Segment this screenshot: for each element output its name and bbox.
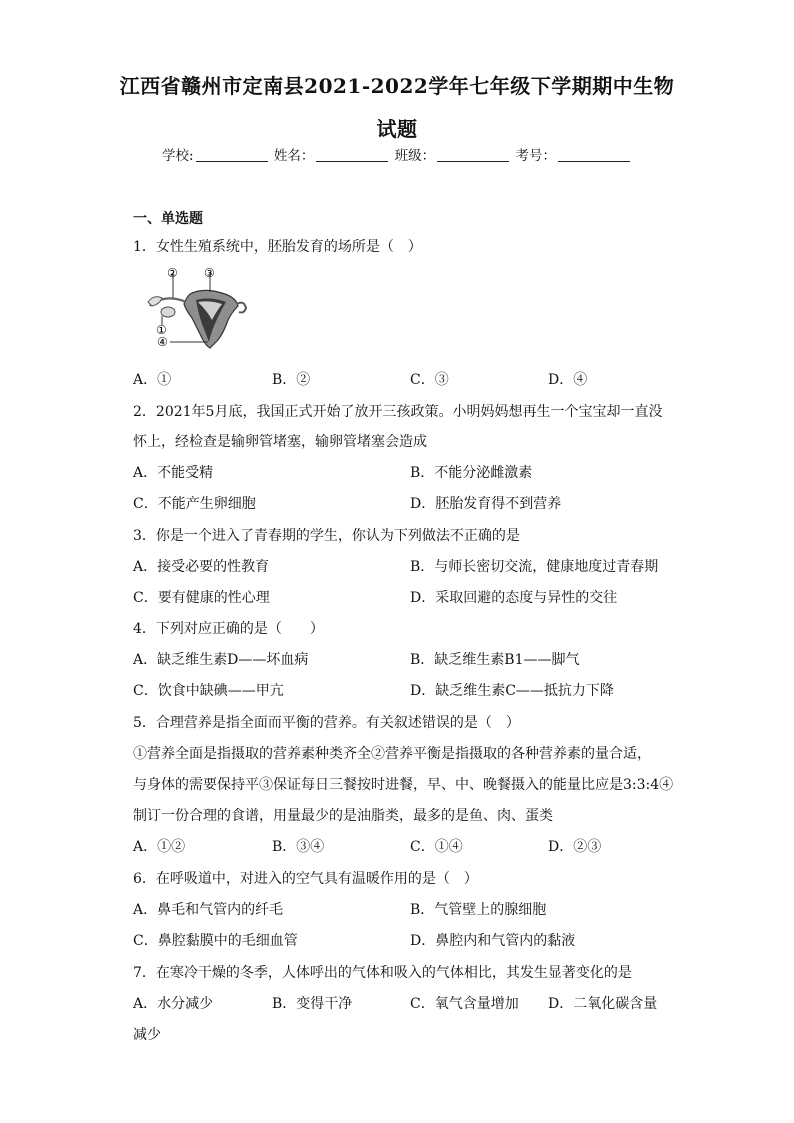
q4-option-a[interactable]: A．缺乏维生素D——坏血病 [133, 652, 309, 668]
figure-label-3: ③ [204, 266, 215, 280]
q3-option-d[interactable]: D．采取回避的态度与异性的交往 [410, 590, 618, 606]
class-blank[interactable] [437, 147, 509, 162]
question-5-statement-2: 与身体的需要保持平③保证每日三餐按时进餐，早、中、晚餐摄入的能量比应是3:3:4④ [133, 777, 674, 793]
q5-option-d[interactable]: D．②③ [548, 839, 602, 855]
q1-option-b[interactable]: B．② [272, 372, 311, 388]
name-label: 姓名： [273, 148, 315, 164]
number-label: 考号： [515, 148, 556, 164]
q7-option-b[interactable]: B．变得干净 [272, 996, 353, 1012]
q4-option-d[interactable]: D．缺乏维生素C——抵抗力下降 [410, 683, 614, 699]
q6-option-d[interactable]: D．鼻腔内和气管内的黏液 [410, 933, 576, 949]
q7-option-a[interactable]: A．水分减少 [133, 996, 214, 1012]
q3-option-c[interactable]: C．要有健康的性心理 [133, 590, 270, 606]
name-blank[interactable] [316, 147, 388, 162]
q5-option-a[interactable]: A．①② [133, 839, 186, 855]
section-heading: 一、单选题 [133, 211, 203, 227]
q1-option-c[interactable]: C．③ [410, 372, 449, 388]
question-3-text: 3．你是一个进入了青春期的学生，你认为下列做法不正确的是 [133, 528, 520, 544]
question-5-statement-3: 制订一份合理的食谱，用量最少的是油脂类，最多的是鱼、肉、蛋类 [133, 808, 553, 824]
student-info-row [0, 144, 794, 164]
question-2-text: 2．2021年5月底，我国正式开始了放开三孩政策。小明妈妈想再生一个宝宝却一直没 [133, 404, 663, 420]
page-title: 江西省赣州市定南县2021-2022学年七年级下学期期中生物 [119, 74, 675, 98]
q2-option-d[interactable]: D．胚胎发育得不到营养 [410, 496, 562, 512]
q1-option-a[interactable]: A．① [133, 372, 172, 388]
q1-option-d[interactable]: D．④ [548, 372, 588, 388]
figure-label-1: ① [156, 323, 167, 337]
q7-option-c[interactable]: C．氧气含量增加 [410, 996, 519, 1012]
q6-option-b[interactable]: B．气管壁上的腺细胞 [410, 902, 547, 918]
question-1-text: 1．女性生殖系统中，胚胎发育的场所是（ ） [133, 239, 422, 255]
class-label: 班级： [394, 148, 436, 164]
q2-option-b[interactable]: B．不能分泌雌激素 [410, 465, 533, 481]
q2-option-a[interactable]: A．不能受精 [133, 465, 214, 481]
q5-option-c[interactable]: C．①④ [410, 839, 463, 855]
question-2-text-cont: 怀上，经检查是输卵管堵塞，输卵管堵塞会造成 [133, 434, 427, 450]
q6-option-c[interactable]: C．鼻腔黏膜中的毛细血管 [133, 933, 298, 949]
question-5-text: 5．合理营养是指全面而平衡的营养。有关叙述错误的是（ ） [133, 715, 520, 731]
question-7-text: 7．在寒冷干燥的冬季，人体呼出的气体和吸入的气体相比，其发生显著变化的是 [133, 965, 632, 981]
school-label: 学校: [162, 148, 194, 164]
female-reproductive-system-diagram [140, 262, 250, 352]
q3-option-b[interactable]: B．与师长密切交流，健康地度过青春期 [410, 559, 659, 575]
q2-option-c[interactable]: C．不能产生卵细胞 [133, 496, 256, 512]
q6-option-a[interactable]: A．鼻毛和气管内的纤毛 [133, 902, 284, 918]
school-blank[interactable] [196, 147, 268, 162]
figure-label-4: ④ [157, 335, 168, 349]
figure-label-2: ② [167, 266, 178, 280]
q4-option-b[interactable]: B．缺乏维生素B1——脚气 [410, 652, 580, 668]
question-5-statement-1: ①营养全面是指摄取的营养素种类齐全②营养平衡是指摄取的各种营养素的量合适， [133, 746, 651, 762]
page-title-line2: 试题 [376, 117, 418, 141]
question-4-text: 4．下列对应正确的是（ ） [133, 621, 324, 637]
q7-option-d[interactable]: D．二氧化碳含量 [548, 996, 658, 1012]
q3-option-a[interactable]: A．接受必要的性教育 [133, 559, 270, 575]
question-6-text: 6．在呼吸道中，对进入的空气具有温暖作用的是（ ） [133, 871, 478, 887]
q5-option-b[interactable]: B．③④ [272, 839, 325, 855]
q7-option-d-wrap: 减少 [133, 1027, 161, 1043]
q4-option-c[interactable]: C．饮食中缺碘——甲亢 [133, 683, 284, 699]
number-blank[interactable] [558, 147, 630, 162]
